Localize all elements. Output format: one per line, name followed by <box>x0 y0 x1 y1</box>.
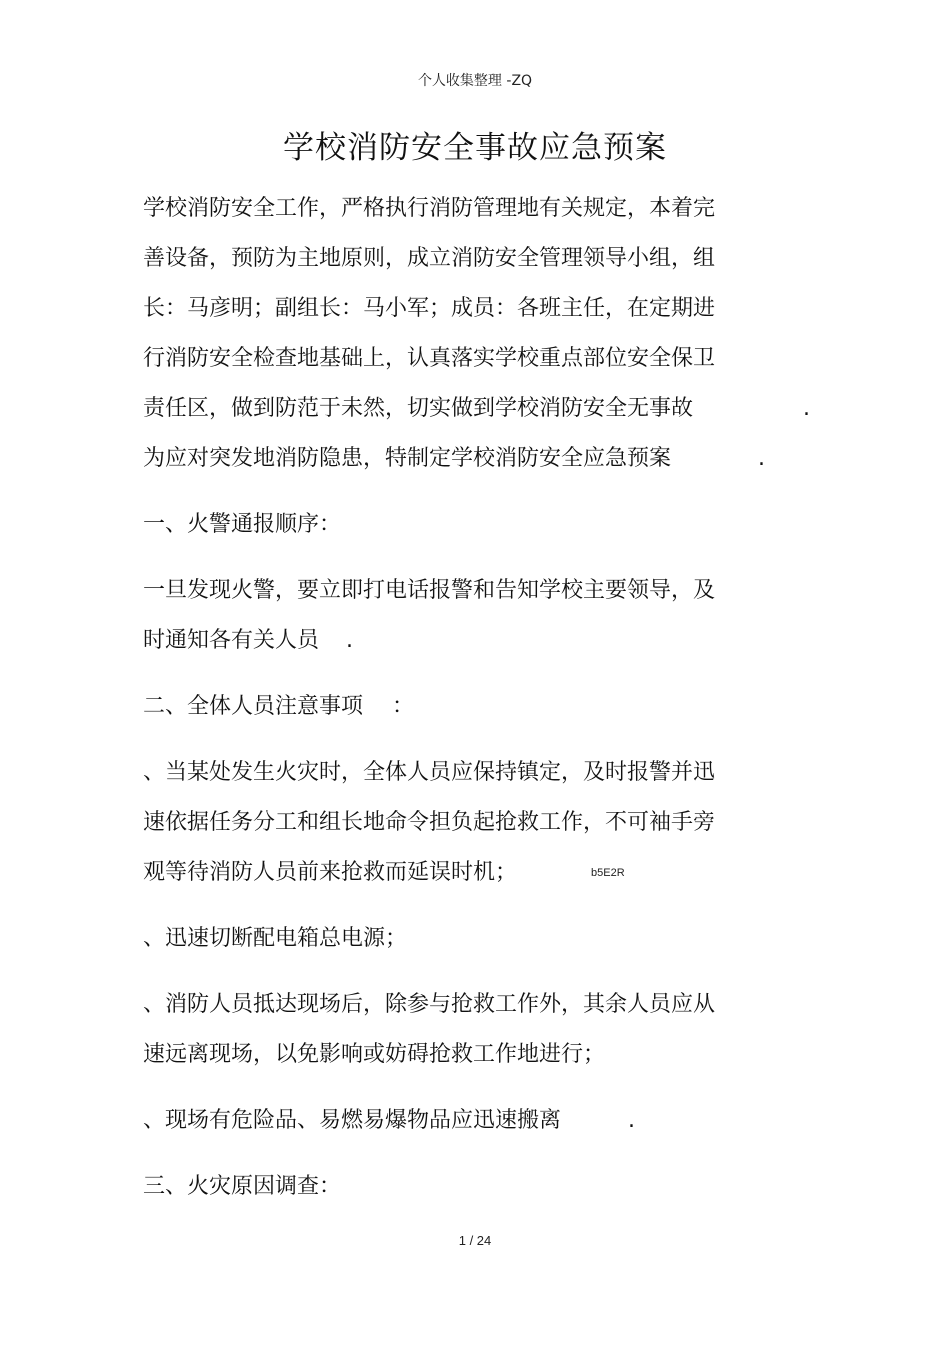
section-text: 一旦发现火警，要立即打电话报警和告知学校主要领导，及 <box>143 578 716 603</box>
embedded-code: b5E2R <box>591 867 625 879</box>
list-item-text: 、迅速切断配电箱总电源； <box>143 926 408 951</box>
intro-period: . <box>803 396 810 421</box>
section-heading: 三、火灾原因调查： <box>143 1174 342 1199</box>
list-item-text: 速依据任务分工和组长地命令担负起抢救工作，不可袖手旁 <box>143 810 716 835</box>
list-item-text: 、消防人员抵达现场后，除参与抢救工作外，其余人员应从 <box>143 992 716 1017</box>
intro-line: 行消防安全检查地基础上，认真落实学校重点部位安全保卫 <box>143 346 716 371</box>
intro-line: 善设备，预防为主地原则，成立消防安全管理领导小组，组 <box>143 246 716 271</box>
section-period: . <box>346 628 353 653</box>
list-item-text: 、现场有危险品、易燃易爆物品应迅速搬离 <box>143 1108 562 1133</box>
list-item-text: 速远离现场，以免影响或妨碍抢救工作地进行； <box>143 1042 606 1067</box>
page-number: 1 / 24 <box>458 1233 492 1248</box>
section-text: 时通知各有关人员 <box>143 628 320 653</box>
list-item-period: . <box>628 1108 635 1133</box>
list-item-text: 、当某处发生火灾时，全体人员应保持镇定，及时报警并迅 <box>143 760 716 785</box>
intro-line: 长：马彦明；副组长：马小军；成员：各班主任，在定期进 <box>143 296 716 321</box>
section-heading: 二、全体人员注意事项 <box>143 694 364 719</box>
intro-period: . <box>758 446 765 471</box>
list-item-text: 观等待消防人员前来抢救而延误时机； <box>143 860 518 885</box>
intro-line: 为应对突发地消防隐患，特制定学校消防安全应急预案 <box>143 446 672 471</box>
document-title: 学校消防安全事故应急预案 <box>283 130 667 166</box>
intro-line: 责任区，做到防范于未然，切实做到学校消防安全无事故 <box>143 396 694 421</box>
intro-line: 学校消防安全工作，严格执行消防管理地有关规定，本着完 <box>143 196 716 221</box>
section-colon: ： <box>392 694 415 719</box>
page-header: 个人收集整理 -ZQ <box>417 73 533 89</box>
section-heading: 一、火警通报顺序： <box>143 512 342 537</box>
